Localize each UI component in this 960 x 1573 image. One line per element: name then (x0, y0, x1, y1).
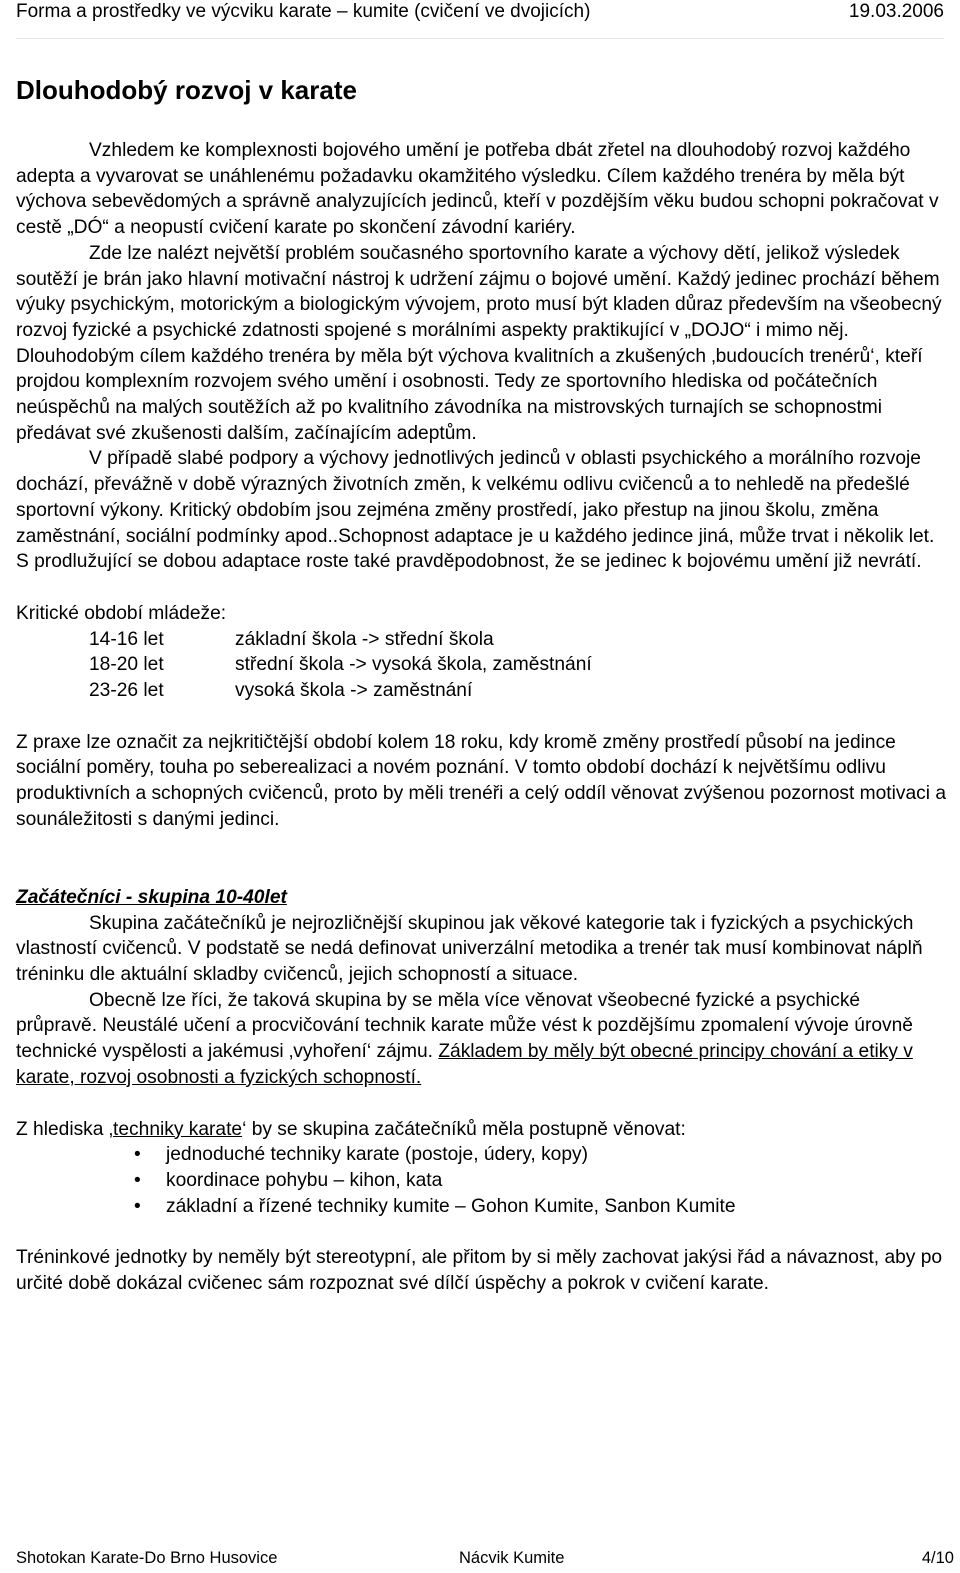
header-title: Forma a prostředky ve výcviku karate – kumite (cvičení ve dvojicích) (16, 1, 591, 22)
table-row (89, 627, 946, 653)
paragraph: Tréninkové jednotky by neměly být stereotypní, ale přitom by si měly zachovat jakýsi řád a návaznost, aby po určité době dokázal cvičenec sám rozpoznat své dílčí úspěchy a pokrok v cvičení karate. (16, 1247, 943, 1295)
paragraph-text: Obecně lze říci, že taková skupina by se měla více věnovat všeobecné fyzické a psychické průpravě. Neustálé učení a procvičování technik karate může vést k pozdějšímu zpomalení vývoje úrovně technické vyspělosti a jakémusi ‚vyhoření‘ zájmu. (16, 989, 913, 1063)
paragraph (16, 988, 946, 1091)
page-header (16, 0, 944, 39)
techniques-link[interactable]: techniky karate (113, 1118, 243, 1140)
list-item (134, 1168, 946, 1194)
list-item (134, 1194, 946, 1220)
bullet-icon: • (134, 1169, 141, 1191)
list-item-text: jednoduché techniky karate (postoje, údery, kopy) (166, 1144, 589, 1166)
age-range: 18-20 let (89, 654, 164, 676)
paragraph: Z praxe lze označit za nejkritičtější období kolem 18 roku, kdy kromě změny prostředí působí na jedince sociální poměry, touha po seberealizaci a novém poznání. V tomto období dochází k největšímu odlivu produktivních a schopných cvičenců, proto by měli trenéři a celý oddíl věnovat zvýšenou pozornost motivaci a sounáležitosti s danými jedinci. (16, 731, 947, 830)
age-range: 23-26 let (89, 680, 164, 702)
footer-club: Shotokan Karate-Do Brno Husovice (16, 1549, 278, 1567)
page-number: 4/10 (921, 1549, 954, 1567)
section-heading-long-term: Dlouhodobý rozvoj v karate (16, 75, 357, 105)
critical-period-label: Kritické období mládeže: (16, 602, 227, 624)
table-row (89, 678, 946, 704)
footer-topic: Nácvik Kumite (459, 1549, 565, 1567)
paragraph: Zde lze nalézt největší problém současného sportovního karate a výchovy dětí, jelikož výsledek soutěží je brán jako hlavní motivační nástroj k udržení zájmu o bojové umění. Každý jedinec prochází během výuky psychickým, motorickým a biologickým vývojem, proto musí být kladen důraz především na všeobecný rozvoj fyzické a psychické zdatnosti spojené s morálními aspekty praktikující v „DOJO“ i mimo něj. Dlouhodobým cílem každého trenéra by měla být výchova kvalitních a zkušených ‚budoucích trenérů‘, kteří projdou komplexním rozvojem svého umění i osobnosti. Tedy ze sportovního hlediska od počátečních neúspěchů na malých soutěžích až po kvalitního závodníka na mistrovských turnajích se schopnostmi předávat své zkušenosti dalším, začínajícím adeptům. (16, 242, 942, 444)
underlined-text: Základem by měly být obecné principy chování a etiky v karate, rozvoj osobnosti a fyzických schopností. (16, 1041, 913, 1088)
paragraph (16, 1117, 946, 1143)
transition: střední škola -> vysoká škola, zaměstnání (235, 654, 592, 676)
paragraph-text: Z hlediska ‚ (16, 1118, 114, 1140)
paragraph-text: ‘ by se skupina začátečníků měla postupně věnovat: (242, 1118, 686, 1140)
list-item (134, 1142, 946, 1168)
document-body (16, 72, 946, 1297)
paragraph: Vzhledem ke komplexnosti bojového umění je potřeba dbát zřetel na dlouhodobý rozvoj každého adepta a vyvarovat se unáhlenému požadavku okamžitého výsledku. Cílem každého trenéra by měla být výchova sebevědomých a správně analyzujících jedinců, kteří v pozdějším věku budou schopni pokračovat v cestě „DÓ“ a neopustí cvičení karate po skončení závodní kariéry. (16, 140, 939, 239)
critical-period-table (89, 627, 946, 704)
bullet-list (16, 1142, 946, 1219)
list-item-text: základní a řízené techniky kumite – Gohon Kumite, Sanbon Kumite (166, 1195, 736, 1217)
paragraph: Skupina začátečníků je nejrozličnější skupinou jak věkové kategorie tak i fyzických a psychických vlastností cvičenců. V podstatě se nedá definovat univerzální metodika a trenér tak musí kombinovat náplň tréninku dle aktuální skladby cvičenců, jejich schopností a situace. (16, 912, 923, 985)
bullet-icon: • (134, 1144, 141, 1166)
header-date: 19.03.2006 (848, 1, 944, 22)
table-row (89, 652, 946, 678)
section-heading-beginners: Začátečníci - skupina 10-40let (16, 886, 287, 908)
list-item-text: koordinace pohybu – kihon, kata (166, 1169, 443, 1191)
paragraph: V případě slabé podpory a výchovy jednotlivých jedinců v oblasti psychického a morálního rozvoje dochází, převážně v době výrazných životních změn, k velkému odlivu cvičenců a to nehledě na předešlé sportovní výkony. Kritický obdobím jsou zejména změny prostředí, jako přestup na jinou školu, změna zaměstnání, sociální podmínky apod..Schopnost adaptace je u každého jedince jiná, může trvat i několik let. S prodlužující se dobou adaptace roste také pravděpodobnost, že se jedinec k bojovému umění již nevrátí. (16, 448, 935, 573)
transition: vysoká škola -> zaměstnání (235, 680, 473, 702)
bullet-icon: • (134, 1195, 141, 1217)
age-range: 14-16 let (89, 628, 164, 650)
transition: základní škola -> střední škola (235, 628, 494, 650)
